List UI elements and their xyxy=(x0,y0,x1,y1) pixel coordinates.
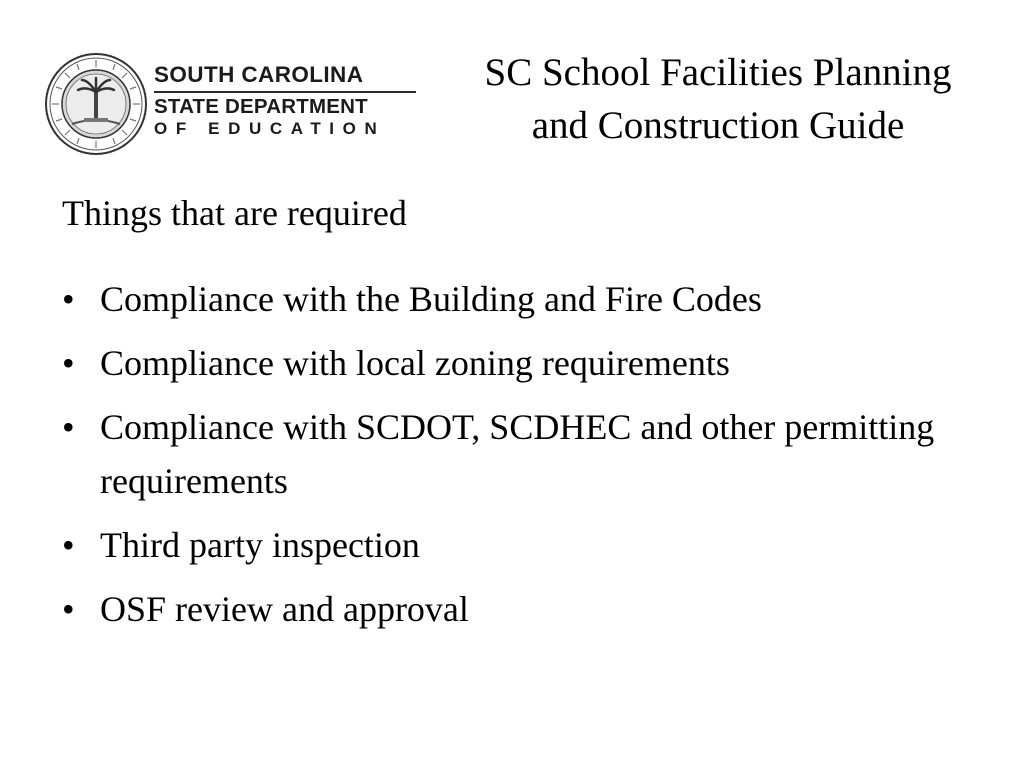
slide-title-line-2: and Construction Guide xyxy=(531,104,905,147)
slide-title xyxy=(426,46,1010,152)
logo-divider xyxy=(154,91,416,93)
subheading: Things that are required xyxy=(62,193,407,233)
bullet-icon: • xyxy=(62,343,75,383)
sc-department-of-education-logo xyxy=(44,48,420,156)
bullet-icon: • xyxy=(62,407,75,447)
list-item xyxy=(62,272,1002,326)
list-item xyxy=(62,336,1002,390)
list-item-text: Compliance with SCDOT, SCDHEC and other permitting requirements xyxy=(100,407,935,501)
list-item-text: OSF review and approval xyxy=(100,589,469,629)
logo-education: OF EDUCATION xyxy=(154,119,386,138)
requirements-list xyxy=(62,272,1002,646)
bullet-icon: • xyxy=(62,525,75,565)
list-item-text: Third party inspection xyxy=(100,525,420,565)
list-item-text: Compliance with the Building and Fire Codes xyxy=(100,279,762,319)
list-item-text: Compliance with local zoning requirements xyxy=(100,343,730,383)
state-seal-icon xyxy=(44,52,148,156)
list-item xyxy=(62,582,1002,636)
list-item xyxy=(62,518,1002,572)
list-item xyxy=(62,400,1002,508)
bullet-icon: • xyxy=(62,589,75,629)
logo-state-name: SOUTH CAROLINA xyxy=(154,62,364,87)
logo-department: STATE DEPARTMENT xyxy=(154,95,368,118)
bullet-icon: • xyxy=(62,279,75,319)
logo-wordmark xyxy=(154,62,420,140)
slide-title-line-1: SC School Facilities Planning xyxy=(484,51,952,94)
